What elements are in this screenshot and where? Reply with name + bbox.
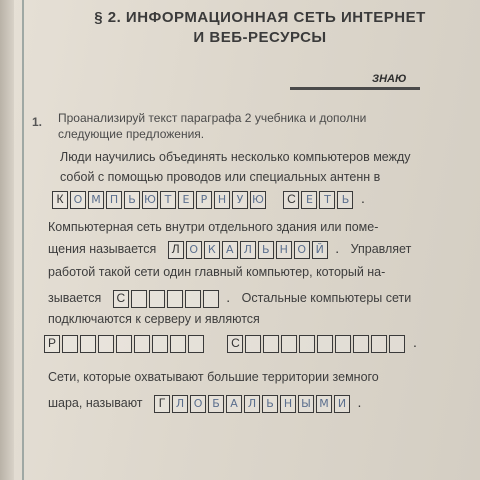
letter-cell[interactable] [62, 335, 78, 353]
letter-cell[interactable]: С [227, 335, 243, 353]
letter-cell[interactable] [152, 335, 168, 353]
page-title [70, 8, 450, 48]
letter-cell[interactable]: Ь [258, 241, 274, 259]
letter-cell[interactable] [245, 335, 261, 353]
title-line-1: § 2. ИНФОРМАЦИОННАЯ СЕТЬ ИНТЕРНЕТ [94, 9, 426, 26]
answer-cells-kli[interactable] [227, 335, 407, 353]
text-line-2: собой с помощью проводов или специальных антенн в [60, 170, 381, 184]
letter-cell[interactable]: Л [240, 241, 256, 259]
text-line-8: подключаются к серверу и являются [48, 312, 260, 326]
letter-cell[interactable]: О [294, 241, 310, 259]
letter-cell[interactable] [170, 335, 186, 353]
text-segment: шара, называют [48, 396, 143, 410]
letter-cell[interactable]: О [190, 395, 206, 413]
letter-cell[interactable] [98, 335, 114, 353]
letter-cell[interactable]: П [106, 191, 122, 209]
answer-cells-komp[interactable] [52, 191, 268, 209]
period: . [226, 289, 231, 305]
letter-cell[interactable]: Р [196, 191, 212, 209]
page-gutter [0, 0, 14, 480]
letter-cell[interactable]: К [204, 241, 220, 259]
answer-line-1 [52, 190, 365, 209]
text-line-7 [48, 289, 411, 308]
letter-cell[interactable]: Н [214, 191, 230, 209]
text-line-4: Компьютерная сеть внутри отдельного здания или поме- [48, 220, 379, 234]
letter-cell[interactable]: Ю [142, 191, 158, 209]
letter-cell[interactable] [371, 335, 387, 353]
answer-cells-serv[interactable] [113, 290, 221, 308]
letter-cell[interactable]: Т [160, 191, 176, 209]
letter-cell[interactable] [317, 335, 333, 353]
letter-cell[interactable] [149, 290, 165, 308]
letter-cell[interactable]: М [88, 191, 104, 209]
text-segment: Остальные компьютеры сети [241, 291, 412, 305]
letter-cell[interactable]: С [113, 290, 129, 308]
letter-cell[interactable]: К [52, 191, 68, 209]
title-line-2: И ВЕБ-РЕСУРСЫ [193, 29, 327, 46]
letter-cell[interactable]: Й [312, 241, 328, 259]
answer-cells-lok[interactable] [168, 241, 330, 259]
text-line-10: Сети, которые охватывают большие территории земного [48, 370, 379, 384]
letter-cell[interactable] [185, 290, 201, 308]
letter-cell[interactable]: О [70, 191, 86, 209]
letter-cell[interactable] [188, 335, 204, 353]
text-segment: Управляет [350, 242, 412, 256]
letter-cell[interactable] [281, 335, 297, 353]
margin-line [22, 0, 24, 480]
text-line-11 [48, 394, 361, 413]
letter-cell[interactable]: Е [178, 191, 194, 209]
task-number: 1. [32, 115, 43, 129]
letter-cell[interactable]: Ю [250, 191, 266, 209]
letter-cell[interactable]: Г [154, 395, 170, 413]
letter-cell[interactable]: О [186, 241, 202, 259]
letter-cell[interactable]: Н [276, 241, 292, 259]
letter-cell[interactable]: И [334, 395, 350, 413]
letter-cell[interactable]: Е [301, 191, 317, 209]
letter-cell[interactable] [335, 335, 351, 353]
answer-cells-set[interactable] [283, 191, 355, 209]
period: . [360, 190, 365, 206]
text-line-5 [48, 240, 411, 259]
letter-cell[interactable]: Р [44, 335, 60, 353]
answer-cells-glob[interactable] [154, 395, 352, 413]
period: . [357, 394, 362, 410]
letter-cell[interactable] [131, 290, 147, 308]
text-line-1: Люди научились объединять несколько компьютеров между [60, 150, 411, 164]
letter-cell[interactable]: Л [172, 395, 188, 413]
letter-cell[interactable]: Н [280, 395, 296, 413]
letter-cell[interactable] [134, 335, 150, 353]
task-instruction: Проанализируй текст параграфа 2 учебника и дополни следующие предложения. [58, 111, 367, 141]
period: . [335, 240, 340, 256]
letter-cell[interactable]: С [283, 191, 299, 209]
text-segment: щения называется [48, 242, 157, 256]
letter-cell[interactable] [116, 335, 132, 353]
letter-cell[interactable]: Ь [337, 191, 353, 209]
letter-cell[interactable]: Ь [262, 395, 278, 413]
letter-cell[interactable]: А [222, 241, 238, 259]
letter-cell[interactable]: Т [319, 191, 335, 209]
letter-cell[interactable] [353, 335, 369, 353]
answer-cells-rab[interactable] [44, 335, 206, 353]
letter-cell[interactable]: Л [168, 241, 184, 259]
letter-cell[interactable]: М [316, 395, 332, 413]
letter-cell[interactable] [203, 290, 219, 308]
section-label: ЗНАЮ [372, 73, 407, 85]
text-segment: зывается [48, 291, 102, 305]
letter-cell[interactable] [389, 335, 405, 353]
letter-cell[interactable]: Ы [298, 395, 314, 413]
period: . [412, 334, 417, 350]
letter-cell[interactable] [167, 290, 183, 308]
letter-cell[interactable]: Ь [124, 191, 140, 209]
letter-cell[interactable]: Б [208, 395, 224, 413]
letter-cell[interactable] [80, 335, 96, 353]
letter-cell[interactable] [263, 335, 279, 353]
section-divider [290, 87, 420, 90]
letter-cell[interactable]: Л [244, 395, 260, 413]
text-line-6: работой такой сети один главный компьютер, который на- [48, 265, 386, 279]
answer-line-2 [44, 334, 417, 353]
letter-cell[interactable] [299, 335, 315, 353]
letter-cell[interactable]: А [226, 395, 242, 413]
letter-cell[interactable]: У [232, 191, 248, 209]
